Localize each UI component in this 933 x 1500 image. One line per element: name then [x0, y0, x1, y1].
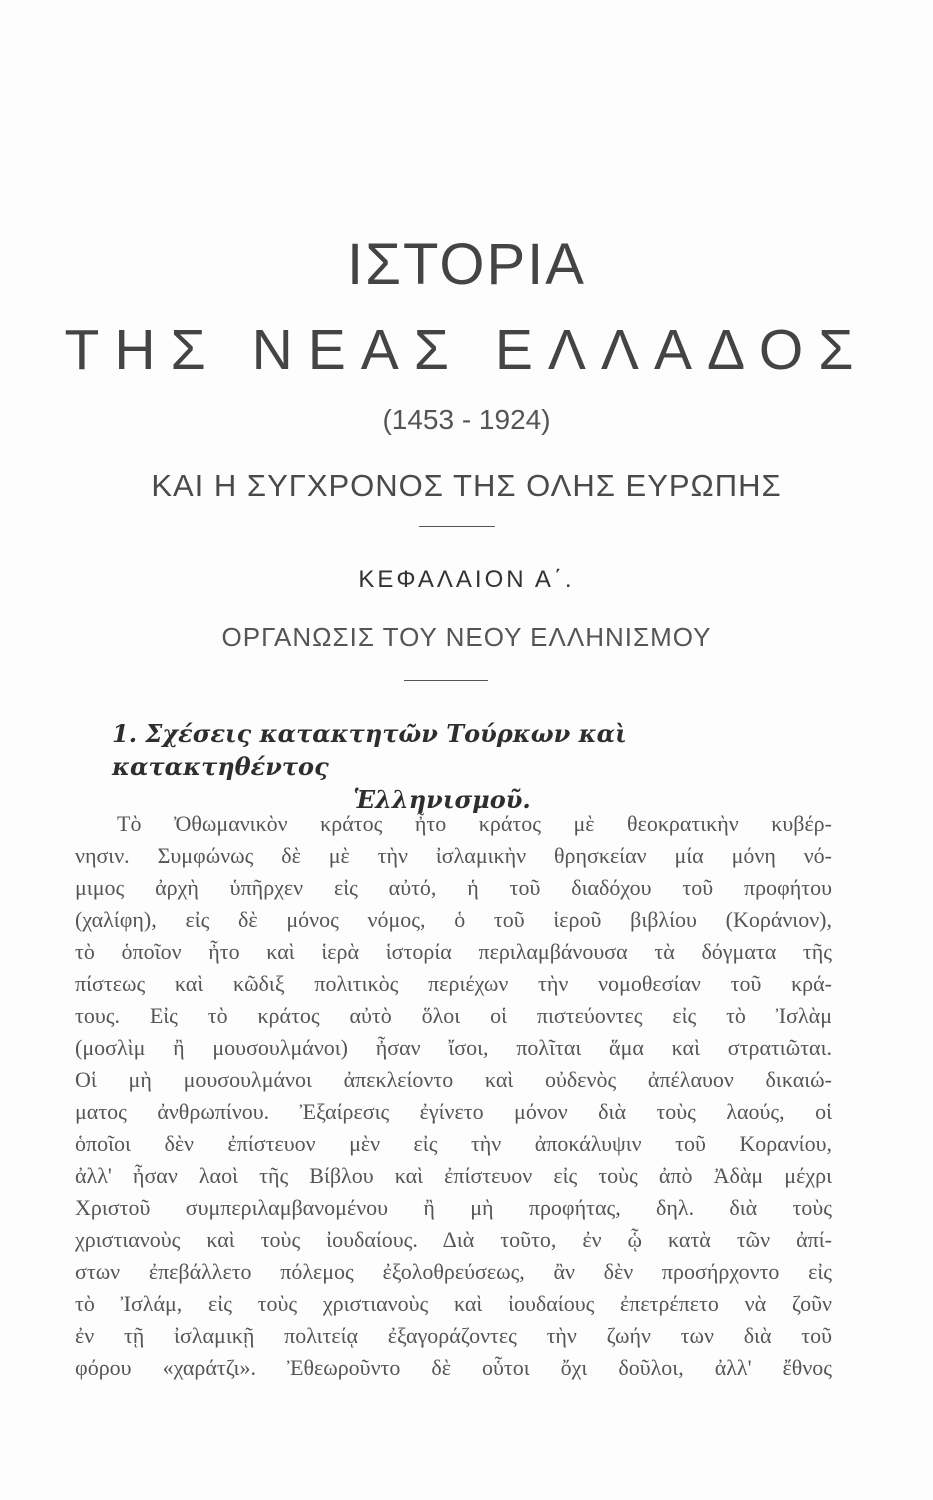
text-line: Οἱ μὴ μουσουλμάνοι ἀπεκλείοντο καὶ οὐδενὸς ἀπέλαυον δικαιώ- — [75, 1067, 832, 1092]
text-line: φόρου «χαράτζι». Ἐθεωροῦντο δὲ οὗτοι ὄχι δοῦλοι, ἀλλ' ἔθνος — [75, 1355, 832, 1380]
text-line: τὸ ὁποῖον ἦτο καὶ ἱερὰ ἱστορία περιλαμβάνουσα τὰ δόγματα τῆς — [75, 939, 832, 964]
text-line: ματος ἀνθρωπίνου. Ἐξαίρεσις ἐγίνετο μόνον διὰ τοὺς λαούς, οἱ — [75, 1099, 832, 1124]
text-line: ὁποῖοι δὲν ἐπίστευον μὲν εἰς τὴν ἀποκάλυψιν τοῦ Κορανίου, — [75, 1131, 832, 1156]
divider-rule — [419, 526, 495, 527]
book-subtitle: ΚΑΙ Η ΣΥΓΧΡΟΝΟΣ ΤΗΣ ΟΛΗΣ ΕΥΡΩΠΗΣ — [151, 468, 782, 503]
text-line: ἀλλ' ἦσαν λαοὶ τῆς Βίβλου καὶ ἐπίστευον εἰς τοὺς ἀπὸ Ἀδὰμ μέχρι — [75, 1163, 832, 1188]
chapter-title: ΟΡΓΑΝΩΣΙΣ ΤΟΥ ΝΕΟΥ ΕΛΛΗΝΙΣΜΟΥ — [221, 622, 712, 652]
text-line: (χαλίφη), εἰς δὲ μόνος νόμος, ὁ τοῦ ἱεροῦ βιβλίου (Κοράνιον), — [75, 907, 832, 932]
text-line: τὸ Ἰσλάμ, εἰς τοὺς χριστιανοὺς καὶ ἰουδαίους ἐπετρέπετο νὰ ζοῦν — [75, 1291, 832, 1316]
book-title-line2: ΤΗΣ ΝΕΑΣ ΕΛΛΑΔΟΣ — [64, 318, 869, 382]
text-line: τους. Εἰς τὸ κράτος αὐτὸ ὅλοι οἱ πιστεύοντες εἰς τὸ Ἰσλὰμ — [75, 1003, 832, 1028]
text-line: στων ἐπεβάλλετο πόλεμος ἐξολοθρεύσεως, ἂν δὲν προσήρχοντο εἰς — [75, 1259, 832, 1284]
text-line: Τὸ Ὀθωμανικὸν κράτος ἦτο κράτος μὲ θεοκρατικὴν κυβέρ- — [117, 811, 832, 836]
body-paragraph — [75, 808, 832, 1384]
section-heading-line1: 1. Σχέσεις κατακτητῶν Τούρκων καὶ κατακτηθέντος — [112, 719, 627, 781]
text-line: (μοσλὶμ ἢ μουσουλμάνοι) ἦσαν ἴσοι, πολῖται ἅμα καὶ στρατιῶται. — [75, 1035, 832, 1060]
book-title-line1: ΙΣΤΟΡΙΑ — [347, 232, 586, 297]
text-line: ἐν τῇ ἰσλαμικῇ πολιτείᾳ ἐξαγοράζοντες τὴν ζωήν των διὰ τοῦ — [75, 1323, 832, 1348]
chapter-label: ΚΕΦΑΛΑΙΟΝ Α΄. — [358, 566, 575, 593]
section-heading — [112, 717, 832, 816]
text-line: Χριστοῦ συμπεριλαμβανομένου ἢ μὴ προφήτας, δηλ. διὰ τοὺς — [75, 1195, 832, 1220]
text-line: μιμος ἀρχὴ ὑπῆρχεν εἰς αὐτό, ἡ τοῦ διαδόχου τοῦ προφήτου — [75, 875, 832, 900]
text-line: πίστεως καὶ κῶδιξ πολιτικὸς περιέχων τὴν νομοθεσίαν τοῦ κρά- — [75, 971, 832, 996]
text-line: νησιν. Συμφώνως δὲ μὲ τὴν ἰσλαμικὴν θρησκείαν μία μόνη νό- — [75, 843, 832, 868]
text-line: χριστιανοὺς καὶ τοὺς ἰουδαίους. Διὰ τοῦτο, ἐν ᾧ κατὰ τῶν ἀπί- — [75, 1227, 832, 1252]
divider-rule — [404, 680, 488, 681]
date-range: (1453 - 1924) — [382, 404, 551, 435]
section-heading-line2: Ἑλληνισμοῦ. — [353, 785, 531, 814]
